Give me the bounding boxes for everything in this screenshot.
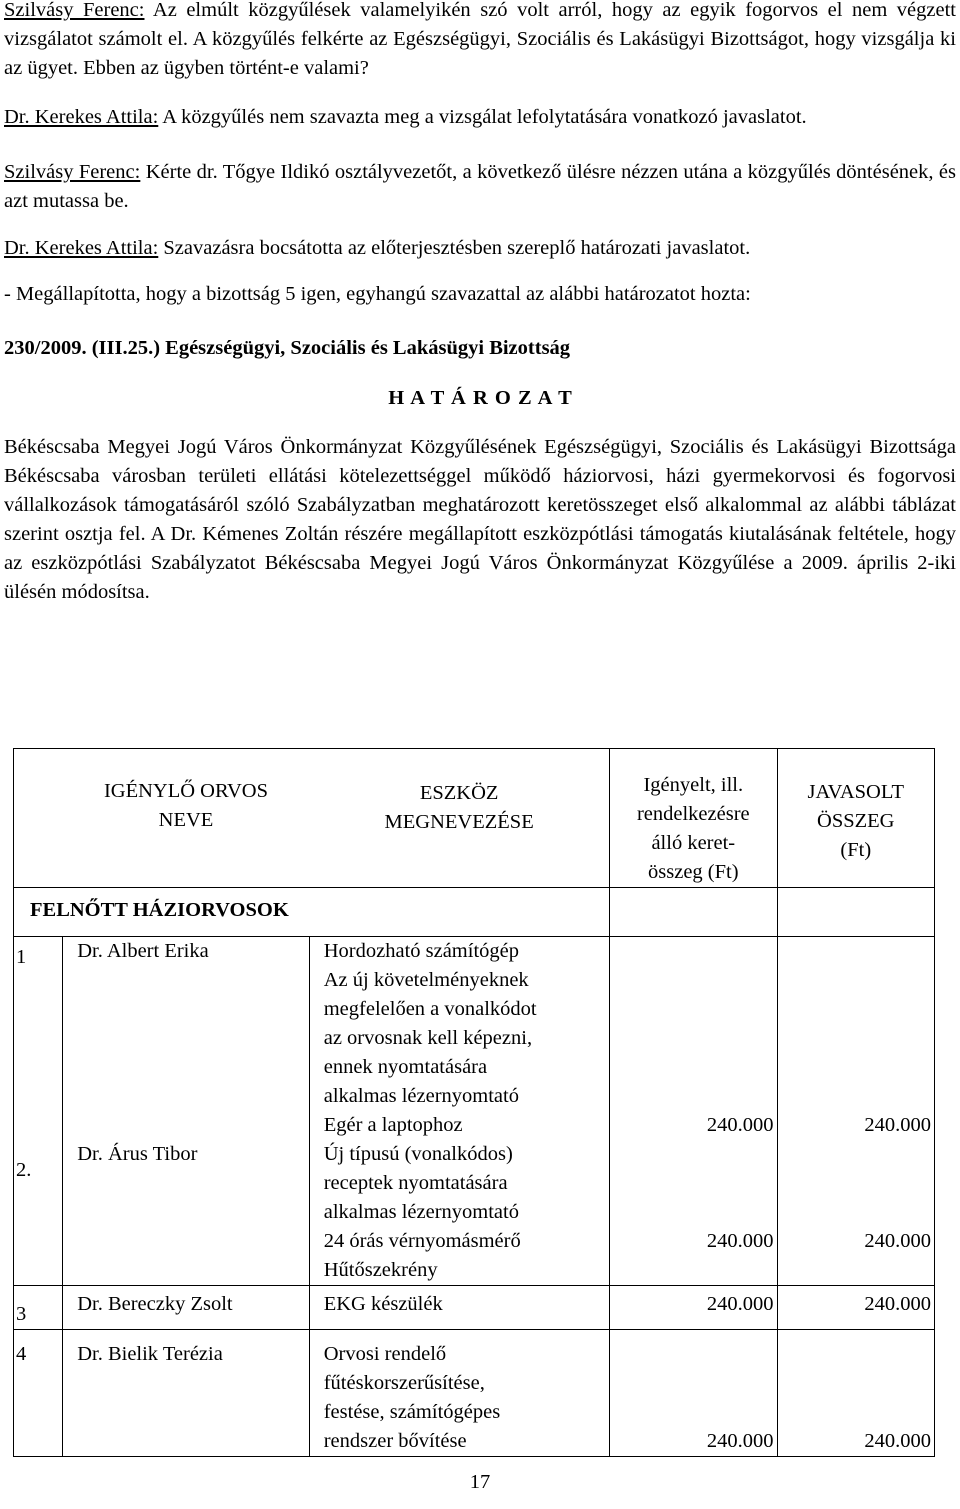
device-line: 24 órás vérnyomásmérő (323, 1230, 521, 1252)
header-device-line: ESZKÖZ (419, 782, 499, 804)
device-line: az orvosnak kell képezni, (323, 1027, 533, 1049)
device-line: Hordozható számítógép (323, 940, 519, 962)
row-proposed-cell (777, 937, 934, 1141)
allocation-table (13, 748, 935, 1457)
row-proposed: 240.000 (864, 1114, 931, 1136)
row-number: 4 (14, 1330, 63, 1457)
speaker-name: Szilvásy Ferenc: (4, 0, 145, 21)
row-number: 3 (14, 1286, 63, 1330)
paragraph-text: Az elmúlt közgyűlések valamelyikén szó volt arról, hogy az egyik fogorvos el nem végzett vizsgálatot számolt el. A közgyűlés felkérte az Egészségügyi, Szociális és Lakásügyi Bizottságot, hogy vizsgálja ki az ügyet. Ebben az ügyben történt-e valami? (4, 0, 956, 79)
row-requested-cell (610, 1330, 777, 1457)
row-proposed: 240.000 (864, 1230, 931, 1252)
row-name: Dr. Árus Tibor (63, 1140, 310, 1286)
section-empty-cell (777, 888, 934, 937)
row-number: 1 (14, 937, 63, 1141)
header-proposed-line: (Ft) (840, 839, 872, 861)
row-name: Dr. Bereczky Zsolt (63, 1286, 310, 1330)
table-header-row (14, 749, 935, 888)
device-line: alkalmas lézernyomtató (323, 1085, 519, 1107)
row-name: Dr. Bielik Terézia (63, 1330, 310, 1457)
header-requested-line: álló keret- (651, 832, 736, 854)
device-line: festése, számítógépes (323, 1401, 501, 1423)
device-line: Új típusú (vonalkódos) (323, 1143, 513, 1165)
row-device (309, 1286, 609, 1330)
row-requested: 240.000 (706, 1230, 774, 1252)
resolution-title: 230/2009. (III.25.) Egészségügyi, Szociális és Lakásügyi Bizottság (4, 337, 571, 359)
row-device (309, 1140, 609, 1286)
device-line: Az új követelményeknek (323, 969, 529, 991)
device-line: rendszer bővítése (323, 1430, 467, 1452)
row-proposed-cell (777, 1330, 934, 1457)
paragraph-text: Szavazásra bocsátotta az előterjesztésben szereplő határozati javaslatot. (158, 237, 751, 259)
device-line: ennek nyomtatására (323, 1056, 488, 1078)
device-line: EKG készülék (323, 1293, 443, 1315)
section-label: FELNŐTT HÁZIORVOSOK (14, 888, 610, 937)
table-section-row (14, 888, 935, 937)
row-requested-cell (610, 937, 777, 1141)
paragraph-text: A közgyűlés nem szavazta meg a vizsgálat lefolytatására vonatkozó javaslatot. (158, 106, 807, 128)
device-line: receptek nyomtatására (323, 1172, 508, 1194)
header-name-line: IGÉNYLŐ ORVOS (103, 780, 268, 802)
resolution-body: Békéscsaba Megyei Jogú Város Önkormányzat Közgyűlésének Egészségügyi, Szociális és Lakásügyi Bizottsága Békéscsaba városban területi ellátási kötelezettséggel működő háziorvosi, házi gyermekorvosi és fogorvosi vállalkozások támogatásáról szóló Szabályzatban meghatározott keretösszeget első alkalommal az alábbi táblázat szerint osztja fel. A Dr. Kémenes Zoltán részére megállapított eszközpótlási támogatás kiutalásának feltétele, hogy az eszközpótlási Szabályzatot Békéscsaba Megyei Jogú Város Önkormányzat Közgyűlése a 2009. április 2-iki ülésén módosítsa. (4, 436, 956, 603)
speaker-name: Szilvásy Ferenc: (4, 161, 141, 183)
header-requested-line: Igényelt, ill. (643, 774, 744, 796)
table-row (14, 1286, 935, 1330)
row-number: 2. (14, 1140, 63, 1286)
row-requested: 240.000 (706, 1114, 774, 1136)
header-num-cell (14, 749, 63, 888)
resolution-heading: H A T Á R O Z A T (388, 387, 572, 409)
paragraph-text: Kérte dr. Tőgye Ildikó osztályvezetőt, a következő ülésre nézzen utána a közgyűlés döntésének, és azt mutassa be. (4, 161, 956, 212)
header-name-line: NEVE (158, 809, 214, 831)
device-line: fűtéskorszerűsítése, (323, 1372, 485, 1394)
device-line: megfelelően a vonalkódot (323, 998, 537, 1020)
table-row (14, 937, 935, 1141)
row-proposed-cell (777, 1140, 934, 1286)
header-requested-line: összeg (Ft) (648, 861, 739, 883)
header-name-cell (63, 749, 310, 888)
paragraph-1 (4, 0, 956, 83)
device-line: Hűtőszekrény (323, 1259, 438, 1281)
row-requested-cell (610, 1286, 777, 1330)
device-line: Orvosi rendelő (323, 1343, 447, 1365)
row-device (309, 937, 609, 1141)
document-page (4, 0, 956, 607)
paragraph-3 (4, 158, 956, 216)
header-requested-cell (610, 749, 777, 888)
row-requested-cell (610, 1140, 777, 1286)
header-device-cell (309, 749, 609, 888)
row-proposed-cell (777, 1286, 934, 1330)
header-proposed-line: JAVASOLT (807, 781, 904, 803)
table-row (14, 1330, 935, 1457)
device-line: Egér a laptophoz (323, 1114, 463, 1136)
speaker-name: Dr. Kerekes Attila: (4, 237, 159, 259)
speaker-name: Dr. Kerekes Attila: (4, 106, 159, 128)
section-empty-cell (610, 888, 777, 937)
page-number: 17 (469, 1471, 491, 1493)
device-line: alkalmas lézernyomtató (323, 1201, 519, 1223)
header-proposed-cell (777, 749, 934, 888)
table-row (14, 1140, 935, 1286)
row-device (309, 1330, 609, 1457)
paragraph-5: - Megállapította, hogy a bizottság 5 igen, egyhangú szavazattal az alábbi határozatot hozta: (4, 283, 751, 305)
row-requested: 240.000 (706, 1293, 774, 1315)
header-proposed-line: ÖSSZEG (817, 810, 895, 832)
paragraph-2 (4, 103, 956, 132)
row-proposed: 240.000 (864, 1430, 931, 1452)
header-requested-line: rendelkezésre (636, 803, 750, 825)
row-proposed: 240.000 (864, 1293, 931, 1315)
header-device-line: MEGNEVEZÉSE (384, 811, 534, 833)
row-requested: 240.000 (706, 1430, 774, 1452)
row-name: Dr. Albert Erika (63, 937, 310, 1141)
paragraph-4 (4, 234, 956, 263)
